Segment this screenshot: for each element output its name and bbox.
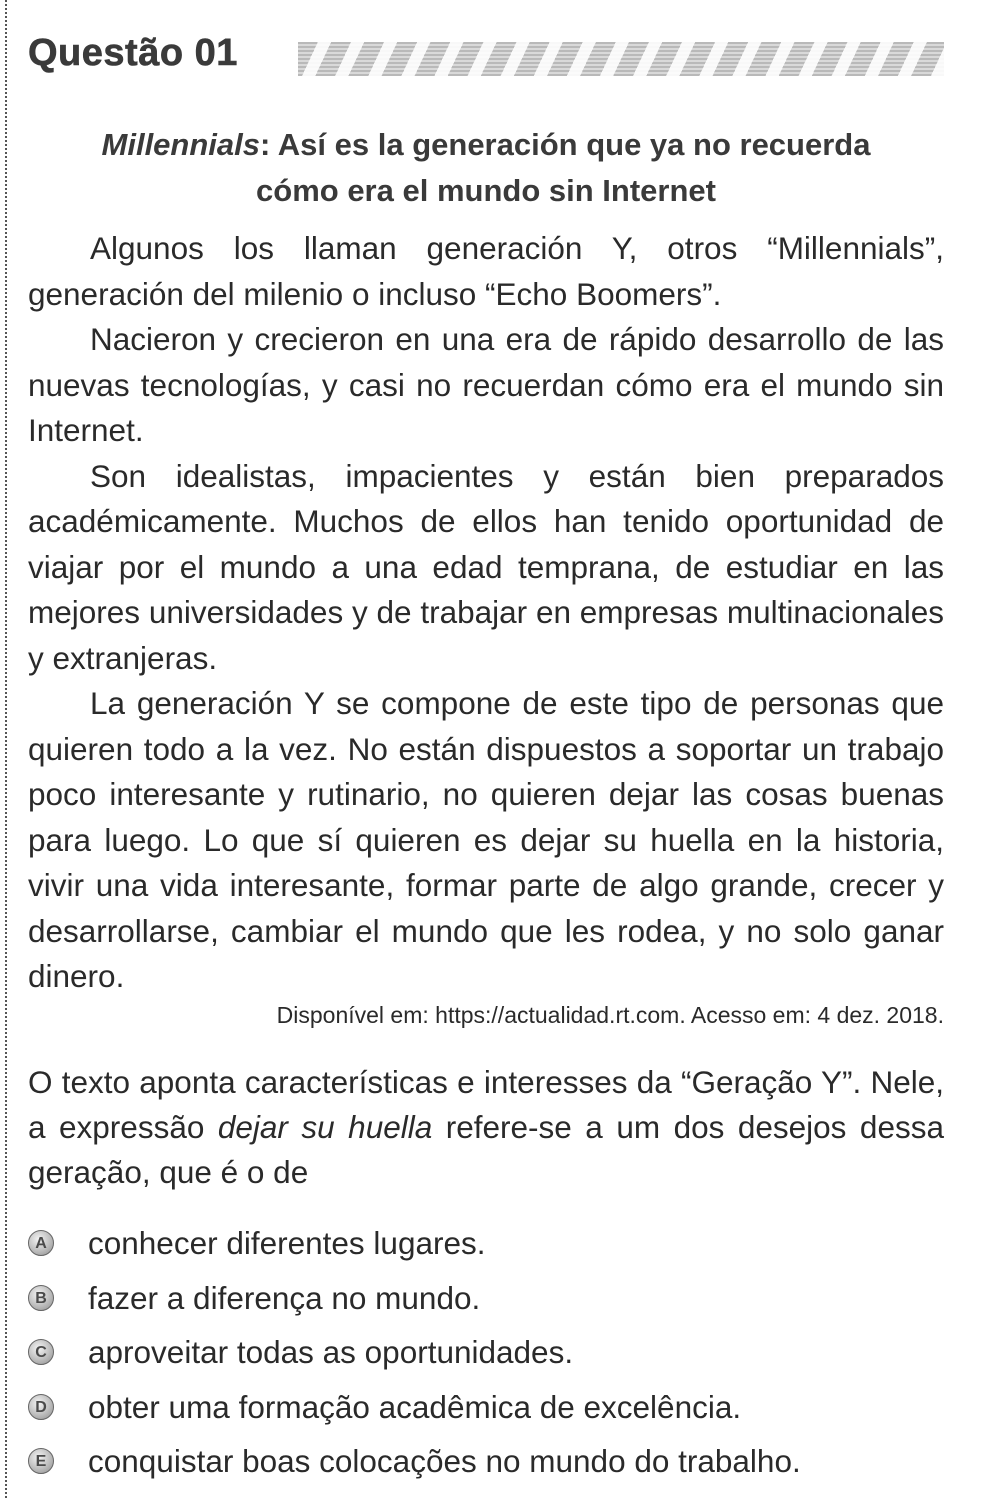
option-letter-badge: E: [28, 1448, 54, 1474]
article-title-emphasis: Millennials: [101, 127, 260, 162]
prompt-text: O texto aponta características e interesses da “Geração Y”. Nele, a expressão: [28, 1064, 944, 1145]
question-number: Questão 01: [28, 32, 238, 74]
article-paragraph: La generación Y se compone de este tipo de personas que quieren todo a la vez. No están dispuestos a soportar un trabajo poco interesante y rutinario, no quieren dejar las cosas buenas para luego. Lo que sí quieren es dejar su huella en la historia, vivir una vida interesante, formar parte de algo grande, crecer y desarrollarse, cambiar el mundo que les rodea, y no solo ganar dinero.: [28, 685, 944, 994]
option-letter-badge: B: [28, 1285, 54, 1311]
question-prompt: [28, 1060, 944, 1195]
option-letter-badge: C: [28, 1339, 54, 1365]
answer-options: [28, 1220, 944, 1493]
option-a[interactable]: [28, 1220, 944, 1275]
option-text: conquistar boas colocações no mundo do trabalho.: [88, 1443, 801, 1479]
option-c[interactable]: [28, 1329, 944, 1384]
option-text: fazer a diferença no mundo.: [88, 1279, 481, 1316]
prompt-emphasis: dejar su huella: [217, 1109, 433, 1145]
option-text: conhecer diferentes lugares.: [88, 1225, 486, 1261]
article-paragraph: Son idealistas, impacientes y están bien preparados académicamente. Muchos de ellos han tenido oportunidad de viajar por el mundo a una edad temprana, de estudiar en las mejores universidades y de trabajar en empresas multinacionales y extranjeras.: [28, 457, 944, 676]
article-paragraph: Nacieron y crecieron en una era de rápido desarrollo de las nuevas tecnologías, y casi no recuerdan cómo era el mundo sin Internet.: [28, 321, 944, 448]
article-title-rest: : Así es la generación que ya no recuerda: [260, 127, 871, 162]
article-paragraph: Algunos los llaman generación Y, otros “Millennials”, generación del milenio o incluso “Echo Boomers”.: [28, 230, 944, 312]
prompt-text: refere-se a um dos desejos dessa geração, que é o de: [28, 1109, 944, 1190]
option-text: aproveitar todas as oportunidades.: [88, 1334, 574, 1370]
question-header: [28, 28, 944, 88]
option-e[interactable]: [28, 1438, 944, 1493]
article-body: [28, 226, 944, 1000]
option-letter-badge: A: [28, 1230, 54, 1256]
option-text: obter uma formação acadêmica de excelência.: [88, 1388, 742, 1425]
decorative-header-band: [298, 42, 944, 76]
option-b[interactable]: [28, 1275, 944, 1330]
article-title-line2: cómo era el mundo sin Internet: [256, 173, 716, 208]
source-citation: Disponível em: https://actualidad.rt.com. Acesso em: 4 dez. 2018.: [276, 1002, 944, 1028]
article-title: [28, 122, 944, 214]
dotted-margin-rule: [5, 0, 7, 1498]
option-letter-badge: D: [28, 1394, 54, 1420]
option-d[interactable]: [28, 1384, 944, 1439]
